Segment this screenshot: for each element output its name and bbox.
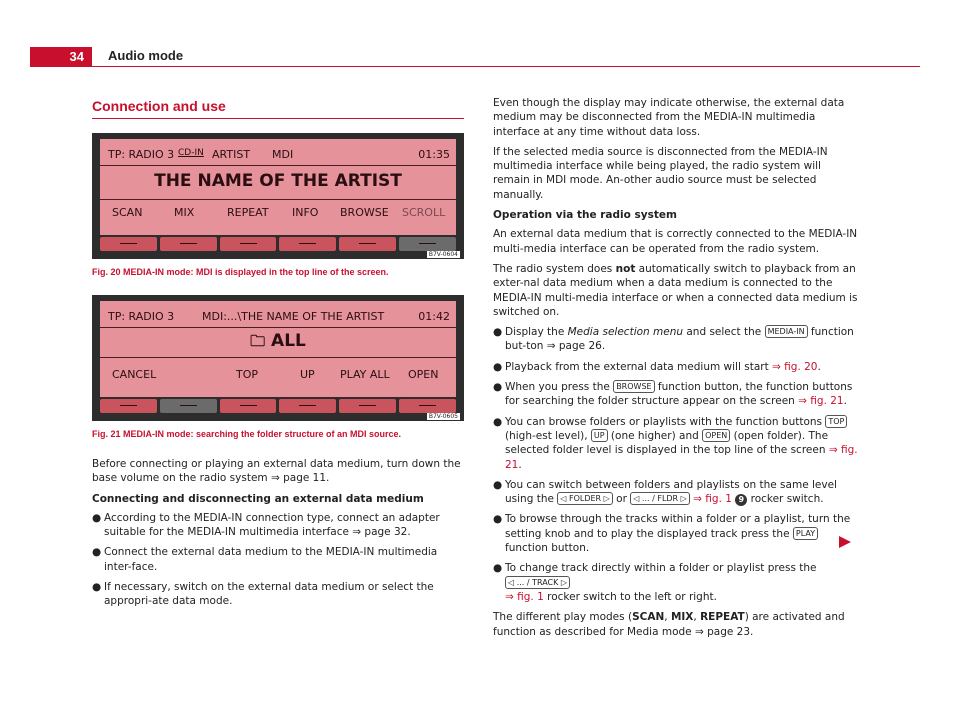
text: (high-est level), bbox=[505, 429, 591, 442]
subheading: Operation via the radio system bbox=[493, 209, 677, 222]
text: . bbox=[817, 360, 821, 373]
section-rule bbox=[92, 118, 464, 119]
text: function but-ton ⇒ page 26. bbox=[505, 326, 854, 353]
text: You can browse folders or playlists with the function buttons bbox=[505, 415, 826, 428]
figure-21-caption: Fig. 21 MEDIA-IN mode: searching the folder structure of an MDI source. bbox=[92, 429, 402, 439]
bullet-icon: ● bbox=[493, 326, 503, 339]
soft-label-top: TOP bbox=[236, 368, 259, 381]
text: To change track directly within a folder or playlist press the bbox=[505, 562, 817, 575]
key-up: UP bbox=[591, 429, 608, 442]
paragraph: An external data medium that is correctly connected to the MEDIA-IN multi-media interface can be operated from the radio system. bbox=[493, 228, 858, 255]
text: , bbox=[693, 611, 701, 624]
display-folder-label: ALL bbox=[271, 331, 306, 351]
text: or bbox=[612, 493, 631, 506]
right-column bbox=[493, 96, 858, 645]
callout-number: 9 bbox=[735, 494, 747, 506]
bullet-icon: ● bbox=[493, 415, 503, 428]
bullet-item bbox=[493, 478, 858, 507]
text: ) are activated and function as described for Media mode ⇒ page 23. bbox=[493, 611, 845, 638]
bullet-text: If necessary, switch on the external data medium or select the appropri-ate data mode. bbox=[104, 581, 434, 608]
bullet-text: According to the MEDIA-IN connection type, connect an adapter suitable for the MEDIA-IN multimedia interface ⇒ page 32. bbox=[104, 511, 440, 539]
bullet-icon: ● bbox=[493, 360, 503, 373]
display-time: 01:35 bbox=[418, 148, 450, 161]
emphasis: not bbox=[615, 262, 636, 275]
text: rocker switch to the left or right. bbox=[543, 590, 717, 603]
emphasis: Media selection menu bbox=[567, 326, 684, 339]
figure-link[interactable]: ⇒ fig. 20 bbox=[772, 360, 818, 373]
display-time: 01:42 bbox=[418, 310, 450, 323]
soft-label-play-all: PLAY ALL bbox=[340, 368, 390, 381]
figure-link[interactable]: ⇒ fig. 1 bbox=[689, 493, 736, 506]
paragraph bbox=[493, 610, 858, 639]
text: and select the bbox=[683, 326, 765, 339]
hardware-button bbox=[220, 237, 277, 251]
soft-label-up: UP bbox=[300, 368, 315, 381]
text: automatically switch to playback from an exter-nal data medium when a data medium is connected to the MEDIA-IN multi-media interface or when a connected data medium is switched on. bbox=[493, 262, 858, 318]
display-source: TP: RADIO 3 bbox=[108, 310, 175, 323]
bullet-item bbox=[92, 511, 464, 540]
text: To browse through the tracks within a folder or a playlist, turn the setting knob and to play the displayed track press the bbox=[505, 513, 851, 540]
text: The different play modes ( bbox=[493, 611, 633, 624]
figure-link[interactable]: ⇒ fig. 21 bbox=[798, 395, 844, 408]
continue-arrow-icon bbox=[839, 536, 851, 548]
bullet-icon: ● bbox=[493, 562, 503, 575]
display-divider bbox=[100, 327, 456, 328]
bullet-item bbox=[493, 561, 858, 604]
bullet-icon: ● bbox=[493, 513, 503, 526]
display-mdi: MDI bbox=[272, 148, 294, 161]
radio-display bbox=[100, 139, 456, 235]
display-path: MDI:...\THE NAME OF THE ARTIST bbox=[202, 310, 385, 323]
hardware-buttons bbox=[100, 237, 456, 251]
hardware-button bbox=[339, 399, 396, 413]
bullet-item bbox=[493, 325, 858, 354]
soft-label-scroll: SCROLL bbox=[402, 206, 446, 219]
figure-link[interactable]: ⇒ fig. 21 bbox=[505, 444, 858, 471]
figure-code: B7V-0604 bbox=[428, 251, 458, 258]
hardware-button bbox=[399, 399, 456, 413]
radio-display bbox=[100, 301, 456, 397]
bullet-item bbox=[493, 415, 858, 472]
text: When you press the bbox=[505, 381, 614, 394]
bullet-item bbox=[493, 380, 858, 409]
figure-code: B7V-0605 bbox=[428, 413, 458, 420]
paragraph: Before connecting or playing an external data medium, turn down the base volume on the radio system ⇒ page 11. bbox=[92, 458, 461, 485]
display-folder bbox=[100, 331, 456, 356]
display-cdin: CD-IN bbox=[178, 148, 204, 158]
text: function button. bbox=[505, 542, 590, 555]
soft-label-open: OPEN bbox=[408, 368, 439, 381]
text: (open folder). The selected folder level is displayed in the top line of the screen bbox=[505, 429, 829, 457]
text: . bbox=[843, 395, 847, 408]
key-play: PLAY bbox=[793, 527, 818, 540]
key-track: ◁ ... / TRACK ▷ bbox=[505, 576, 570, 589]
hardware-button bbox=[339, 237, 396, 251]
text: (one higher) and bbox=[607, 429, 703, 442]
soft-label-cancel: CANCEL bbox=[112, 368, 157, 381]
text: Playback from the external data medium will start bbox=[505, 360, 773, 373]
bullet-item bbox=[493, 360, 858, 374]
text: , bbox=[664, 611, 671, 624]
section-title: Connection and use bbox=[92, 98, 226, 114]
bullet-icon: ● bbox=[493, 478, 503, 491]
bullet-item bbox=[493, 512, 858, 555]
figure-21-screen bbox=[92, 295, 464, 421]
subheading: Connecting and disconnecting an external data medium bbox=[92, 492, 424, 505]
text: function button, the function buttons for searching the folder structure appear on the screen bbox=[505, 381, 853, 408]
soft-label-info: INFO bbox=[292, 206, 319, 219]
display-title: THE NAME OF THE ARTIST bbox=[154, 171, 402, 191]
chapter-title: Audio mode bbox=[108, 48, 184, 63]
display-divider bbox=[100, 165, 456, 166]
bullet-icon: ● bbox=[92, 546, 102, 559]
text: You can switch between folders and playlists on the same level using the bbox=[505, 478, 837, 506]
key-top: TOP bbox=[825, 415, 847, 428]
paragraph: Even though the display may indicate otherwise, the external data medium may be disconnected from the MEDIA-IN multimedia interface at any time without data loss. bbox=[493, 97, 845, 138]
bullet-icon: ● bbox=[92, 581, 102, 594]
hardware-button bbox=[220, 399, 277, 413]
emphasis: REPEAT bbox=[700, 611, 745, 624]
bullet-item bbox=[92, 545, 464, 574]
hardware-button bbox=[279, 237, 336, 251]
display-source: TP: RADIO 3 bbox=[108, 148, 175, 161]
figure-link[interactable]: ⇒ fig. 1 bbox=[505, 590, 544, 603]
soft-label-repeat: REPEAT bbox=[227, 206, 269, 219]
hardware-button bbox=[160, 237, 217, 251]
display-artist: ARTIST bbox=[212, 148, 251, 161]
hardware-buttons bbox=[100, 399, 456, 413]
hardware-button bbox=[100, 399, 157, 413]
paragraph bbox=[493, 262, 858, 319]
bullet-item bbox=[92, 580, 464, 609]
folder-icon: 🗀 bbox=[250, 332, 266, 350]
text: The radio system does bbox=[493, 262, 616, 275]
bullet-icon: ● bbox=[92, 511, 102, 524]
page-number: 34 bbox=[30, 47, 92, 67]
figure-20-caption: Fig. 20 MEDIA-IN mode: MDI is displayed in the top line of the screen. bbox=[92, 267, 389, 277]
key-fldr: ◁ ... / FLDR ▷ bbox=[630, 492, 690, 505]
left-column bbox=[92, 96, 464, 615]
emphasis: MIX bbox=[670, 611, 694, 624]
paragraph: If the selected media source is disconnected from the MEDIA-IN multimedia interface while being played, the radio system will remain in MDI mode. An-other audio source must be selected manually. bbox=[493, 145, 828, 201]
display-divider bbox=[100, 199, 456, 200]
header-rule bbox=[92, 66, 920, 67]
display-divider bbox=[100, 357, 456, 358]
hardware-button bbox=[279, 399, 336, 413]
key-folder: ◁ FOLDER ▷ bbox=[557, 492, 613, 505]
emphasis: SCAN bbox=[632, 611, 665, 624]
soft-label-mix: MIX bbox=[174, 206, 195, 219]
figure-20-screen bbox=[92, 133, 464, 259]
soft-label-browse: BROWSE bbox=[340, 206, 389, 219]
text: . bbox=[518, 458, 522, 471]
soft-label-scan: SCAN bbox=[112, 206, 143, 219]
bullet-icon: ● bbox=[493, 381, 503, 394]
key-media-in: MEDIA-IN bbox=[765, 325, 808, 338]
hardware-button bbox=[160, 399, 217, 413]
bullet-text: Connect the external data medium to the MEDIA-IN multimedia inter-face. bbox=[104, 546, 438, 573]
text: rocker switch. bbox=[747, 493, 824, 506]
hardware-button bbox=[399, 237, 456, 251]
key-open: OPEN bbox=[702, 429, 730, 442]
hardware-button bbox=[100, 237, 157, 251]
key-browse: BROWSE bbox=[613, 380, 654, 393]
text: Display the bbox=[505, 326, 568, 339]
